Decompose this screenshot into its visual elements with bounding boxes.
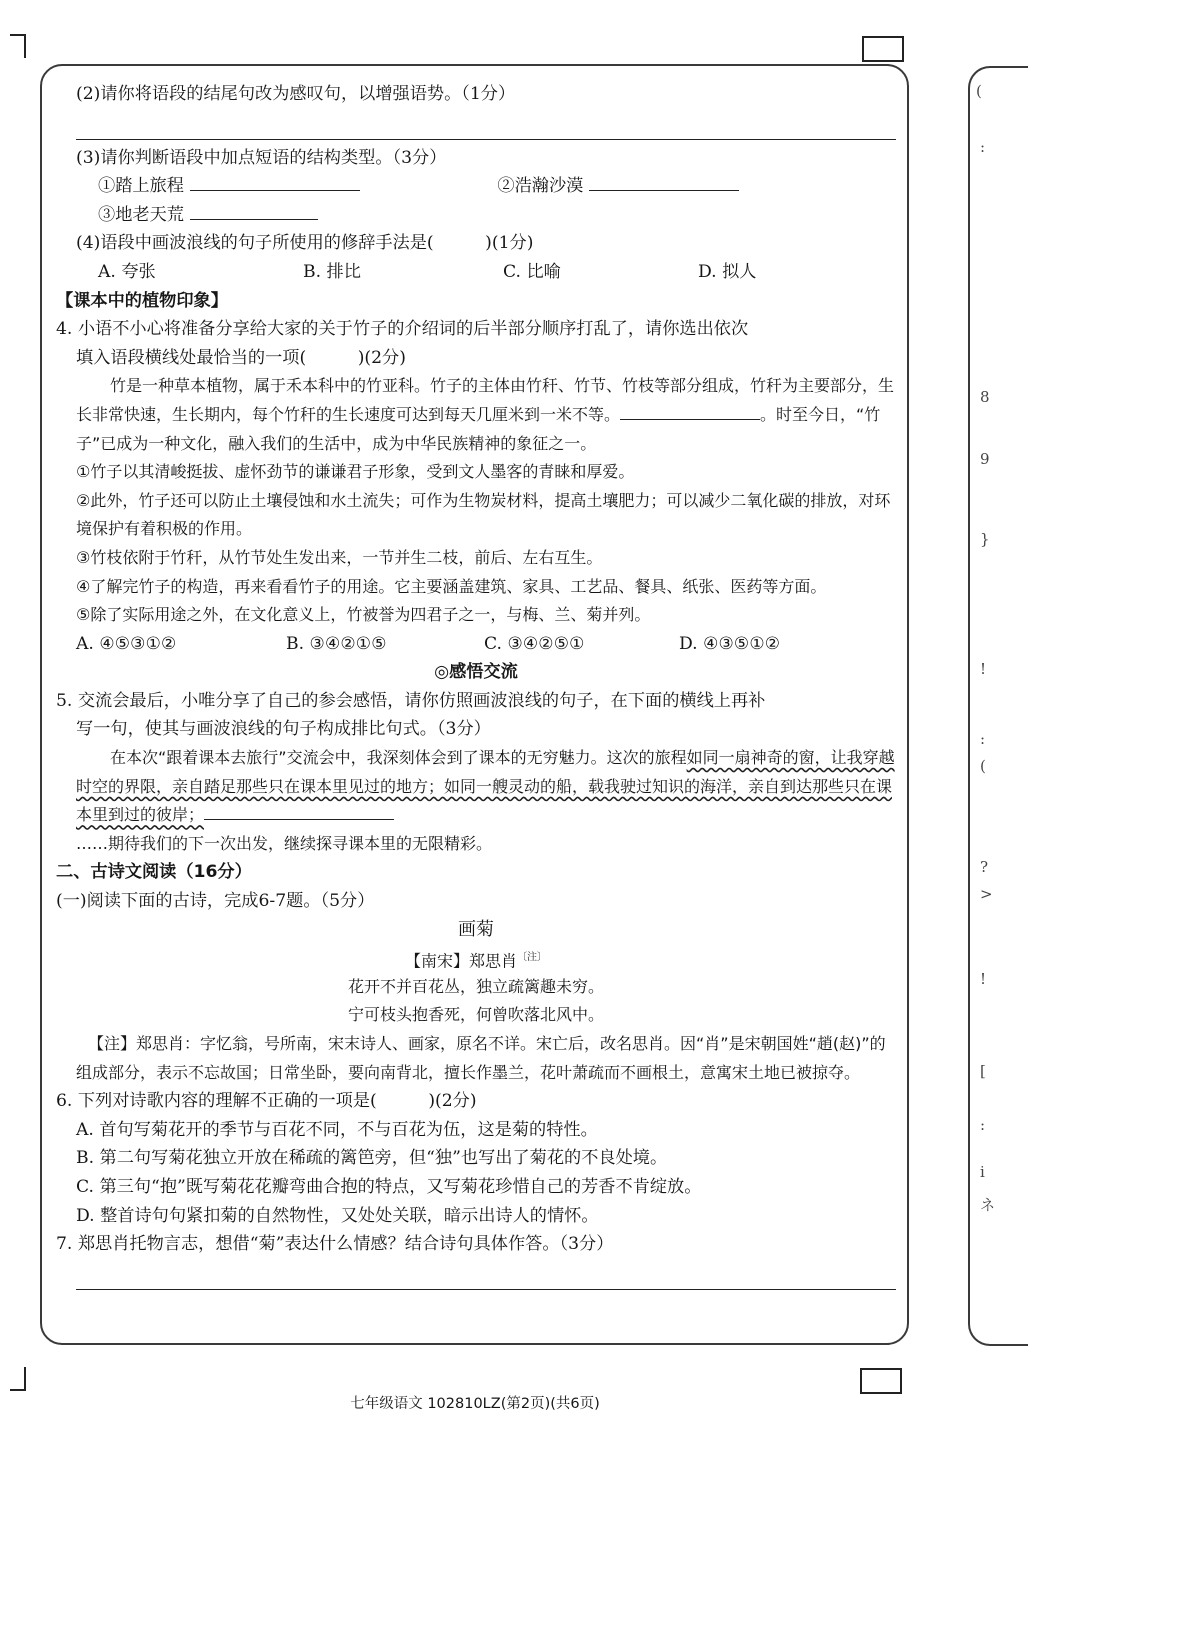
phrase-1-blank[interactable] xyxy=(190,172,360,191)
q6-option-b[interactable]: B. 第二句写菊花独立开放在稀疏的篱笆旁，但“独”也写出了菊花的不良处境。 xyxy=(76,1148,668,1169)
poem-title: 画菊 xyxy=(458,918,494,940)
option-d[interactable]: D. 拟人 xyxy=(698,261,757,282)
option-c[interactable]: C. ③④②⑤① xyxy=(484,633,585,654)
q3-options xyxy=(56,258,896,287)
q5-answer-blank[interactable] xyxy=(204,801,394,820)
q5-passage xyxy=(56,744,896,830)
side-mark: i xyxy=(980,1163,985,1181)
side-mark: ネ xyxy=(980,1196,996,1214)
poem-note-mark: 〔注〕 xyxy=(517,952,547,964)
section-2-heading: 二、古诗文阅读（16分） xyxy=(56,862,252,883)
poem-note: 【注】郑思肖：字忆翁，号所南，宋末诗人、画家，原名不详。宋亡后，改名思肖。因“肖”是宋朝国姓“趙(赵)”的组成部分，表示不忘故国；日常坐卧，要向南背北，擅长作墨兰，花叶萧疏而不画根土，意寓宋土地已被掠夺。 xyxy=(76,1034,886,1082)
side-mark: ( xyxy=(976,82,982,100)
q3-phrases-row-2 xyxy=(56,201,896,230)
poem-line-2: 宁可枝头抱香死，何曾吹落北风中。 xyxy=(347,1005,604,1025)
q4-passage-b: 。时至今日，“竹子”已成为一种文化，融入我们的生活中，成为中华民族精神的象征之一。 xyxy=(76,404,881,453)
side-mark: : xyxy=(980,1116,986,1134)
phrase-3: ③地老天荒 xyxy=(98,204,184,225)
q6-option-c[interactable]: C. 第三句“抱”既写菊花花瓣弯曲合抱的特点，又写菊花珍惜自己的芳香不肯绽放。 xyxy=(76,1176,702,1197)
option-c[interactable]: C. 比喻 xyxy=(503,261,561,282)
side-mark: ! xyxy=(980,970,987,988)
side-mark: ? xyxy=(980,858,989,876)
phrase-2-blank[interactable] xyxy=(589,172,739,191)
q5-stem-1: 5. 交流会最后，小唯分享了自己的参会感悟，请你仿照画波浪线的句子，在下面的横线上再补 xyxy=(56,690,766,711)
corner-mark-bottom-left xyxy=(10,1367,26,1391)
side-mark: > xyxy=(980,885,993,903)
poem-author-name: 【南宋】郑思肖 xyxy=(404,951,517,971)
side-mark: [ xyxy=(980,1062,986,1080)
q6-stem: 6. 下列对诗歌内容的理解不正确的一项是( )(2分) xyxy=(56,1091,477,1112)
phrase-1: ①踏上旅程 xyxy=(98,176,184,197)
option-d[interactable]: D. ④③⑤①② xyxy=(679,633,781,654)
q3-phrases-row xyxy=(56,172,896,201)
side-mark: ! xyxy=(980,660,987,678)
option-b[interactable]: B. ③④②①⑤ xyxy=(286,633,387,654)
q3-sub2: (2)请你将语段的结尾句改为感叹句，以增强语势。（1分） xyxy=(76,84,516,104)
q3-sub4: (4)语段中画波浪线的句子所使用的修辞手法是( )(1分) xyxy=(76,233,534,254)
q4-passage-blank[interactable] xyxy=(620,401,760,420)
section-heading-plants: 【课本中的植物印象】 xyxy=(56,290,228,311)
q4-passage xyxy=(56,372,896,458)
q5-stem-2: 写一句，使其与画波浪线的句子构成排比句式。（3分） xyxy=(76,719,491,740)
adjacent-page-frame xyxy=(968,66,1028,1346)
side-mark: 8 xyxy=(980,388,990,406)
q4-item: ②此外，竹子还可以防止土壤侵蚀和水土流失；可作为生物炭材料，提高土壤肥力；可以减少二氧化碳的排放，对环境保护有着积极的作用。 xyxy=(76,490,891,539)
q4-item: ④了解完竹子的构造，再来看看竹子的用途。它主要涵盖建筑、家具、工艺品、餐具、纸张、医药等方面。 xyxy=(76,576,827,596)
q5-intro: 在本次“跟着课本去旅行”交流会中，我深刻体会到了课本的无穷魅力。这次的旅程 xyxy=(110,748,687,768)
q3-sub3: (3)请你判断语段中加点短语的结构类型。（3分） xyxy=(76,147,447,168)
option-a[interactable]: A. ④⑤③①② xyxy=(76,633,177,654)
page-footer: 七年级语文 102810LZ(第2页)(共6页) xyxy=(350,1396,600,1412)
q4-item: ⑤除了实际用途之外，在文化意义上，竹被誉为四君子之一，与梅、兰、菊并列。 xyxy=(76,605,651,625)
answer-line[interactable] xyxy=(76,1261,896,1290)
q4-item: ①竹子以其清峻挺拔、虚怀劲节的谦谦君子形象，受到文人墨客的青睐和厚爱。 xyxy=(76,462,635,482)
side-mark: ( xyxy=(980,757,986,775)
phrase-3-blank[interactable] xyxy=(190,201,318,220)
registration-box-bottom-right xyxy=(860,1368,902,1394)
side-mark: : xyxy=(980,138,986,156)
q5-ending: ……期待我们的下一次出发，继续探寻课本里的无限精彩。 xyxy=(76,833,493,853)
side-mark: } xyxy=(980,530,990,548)
q4-item: ③竹枝依附于竹秆，从竹节处生发出来，一节并生二枝，前后、左右互生。 xyxy=(76,547,603,567)
poem-author xyxy=(56,944,896,973)
q5-wavy-sentences: 如同一扇神奇的窗，让我穿越时空的界限，亲自踏足那些只在课本里见过的地方；如同一艘灵动的船，载我驶过知识的海洋，亲自到达那些只在课本里到过的彼岸； xyxy=(76,748,895,825)
q6-option-a[interactable]: A. 首句写菊花开的季节与百花不同，不与百花为伍，这是菊的特性。 xyxy=(76,1119,598,1140)
q4-options xyxy=(56,630,896,659)
q4-stem-1: 4. 小语不小心将准备分享给大家的关于竹子的介绍词的后半部分顺序打乱了，请你选出依次 xyxy=(56,319,749,340)
phrase-2: ②浩瀚沙漠 xyxy=(497,176,584,197)
sub-section-heading: (一)阅读下面的古诗，完成6-7题。（5分） xyxy=(56,891,375,912)
answer-line[interactable] xyxy=(76,111,896,140)
section-heading-feel: ◎感悟交流 xyxy=(434,662,518,683)
registration-box-top-right xyxy=(862,36,904,62)
poem-line-1: 花开不并百花丛，独立疏篱趣未穷。 xyxy=(347,976,604,996)
option-b[interactable]: B. 排比 xyxy=(303,261,361,282)
q4-stem-2: 填入语段横线处最恰当的一项( )(2分) xyxy=(76,347,406,368)
side-mark: : xyxy=(980,730,986,748)
q7-stem: 7. 郑思肖托物言志，想借“菊”表达什么情感？结合诗句具体作答。（3分） xyxy=(56,1234,614,1255)
option-a[interactable]: A. 夸张 xyxy=(98,261,156,282)
corner-mark-top-left xyxy=(10,34,26,58)
q4-passage-a: 竹是一种草本植物，属于禾本科中的竹亚科。竹子的主体由竹秆、竹节、竹枝等部分组成，竹秆为主要部分，生长非常快速，生长期内，每个竹秆的生长速度可达到每天几厘米到一米不等。 xyxy=(76,376,895,424)
exam-content xyxy=(56,80,896,1294)
side-mark: 9 xyxy=(980,450,990,468)
q6-option-d[interactable]: D. 整首诗句句紧扣菊的自然物性，又处处关联，暗示出诗人的情怀。 xyxy=(76,1205,599,1226)
